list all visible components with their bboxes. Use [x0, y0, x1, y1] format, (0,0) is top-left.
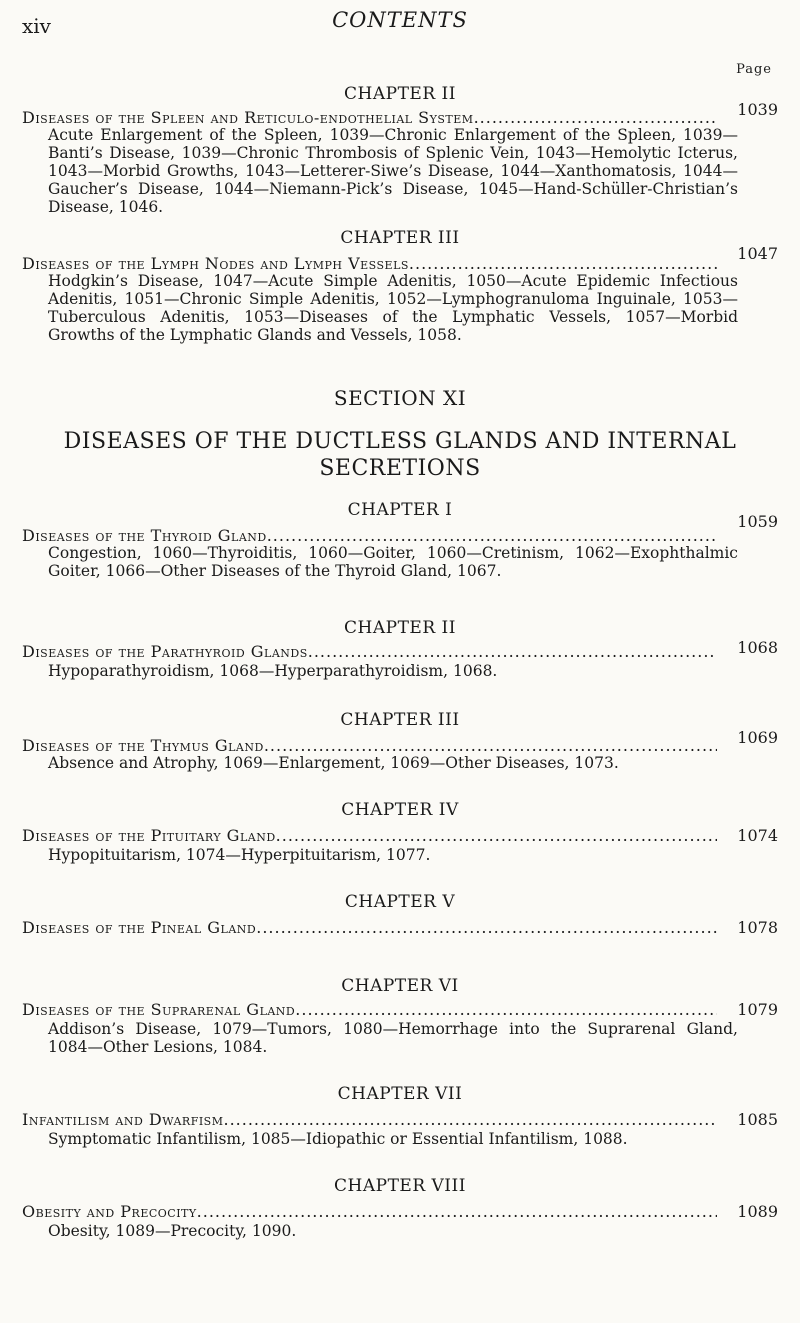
toc-entry-details: Addison’s Disease, 1079—Tumors, 1080—Hemorrhage into the Suprarenal Gland, 1084—Other Lesions, 1084.: [48, 1020, 738, 1056]
dot-leader: [197, 1202, 717, 1222]
dot-leader: [267, 526, 717, 546]
toc-entry-heading[interactable]: [22, 526, 717, 546]
chapter-title: CHAPTER II: [344, 84, 456, 104]
toc-entry-heading[interactable]: [22, 254, 717, 274]
chapter-title: CHAPTER IV: [341, 800, 459, 820]
dot-leader: [256, 918, 717, 938]
toc-entry-details: Hodgkin’s Disease, 1047—Acute Simple Adenitis, 1050—Acute Epidemic Infectious Adenitis, 1051—Chronic Simple Adenitis, 1052—Lymphogranuloma Inguinale, 1053—Tuberculous Adenitis, 1053—Diseases of the Lymphatic Vessels, 1057—Morbid Growths of the Lymphatic Glands and Vessels, 1058.: [48, 272, 738, 344]
toc-entry-details: Absence and Atrophy, 1069—Enlargement, 1069—Other Diseases, 1073.: [48, 754, 619, 772]
dot-leader: [474, 108, 717, 128]
toc-entry-heading[interactable]: [22, 642, 717, 662]
dot-leader: [264, 736, 717, 756]
entry-heading-text: Diseases of the Parathyroid Glands: [22, 642, 308, 661]
entry-heading-text: Obesity and Precocity: [22, 1202, 197, 1221]
chapter-title: CHAPTER VI: [341, 976, 459, 996]
toc-entry-details: Acute Enlargement of the Spleen, 1039—Chronic Enlargement of the Spleen, 1039—Banti’s Disease, 1039—Chronic Thrombosis of Splenic Vein, 1043—Hemolytic Icterus, 1043—Morbid Growths, 1043—Letterer-Siwe’s Disease, 1044—Xanthomatosis, 1044—Gaucher’s Disease, 1044—Niemann-Pick’s Disease, 1045—Hand-Schüller-Christian’s Disease, 1046.: [48, 126, 738, 216]
entry-heading-text: Diseases of the Suprarenal Gland: [22, 1000, 296, 1019]
toc-page-number[interactable]: 1085: [737, 1110, 778, 1129]
section-heading-line2: SECRETIONS: [319, 456, 481, 481]
toc-entry-details: Symptomatic Infantilism, 1085—Idiopathic or Essential Infantilism, 1088.: [48, 1130, 628, 1148]
toc-page-number[interactable]: 1069: [737, 728, 778, 747]
chapter-title: CHAPTER II: [344, 618, 456, 638]
dot-leader: [223, 1110, 717, 1130]
toc-entry-heading[interactable]: [22, 1110, 717, 1130]
entry-heading-text: Infantilism and Dwarfism: [22, 1110, 224, 1129]
toc-entry-details: Congestion, 1060—Thyroiditis, 1060—Goiter, 1060—Cretinism, 1062—Exophthalmic Goiter, 1066—Other Diseases of the Thyroid Gland, 1067.: [48, 544, 738, 580]
chapter-title: CHAPTER V: [344, 892, 456, 912]
chapter-title: CHAPTER III: [340, 710, 460, 730]
toc-entry-heading[interactable]: [22, 1202, 717, 1222]
toc-page-number[interactable]: 1089: [737, 1202, 778, 1221]
toc-page-number[interactable]: 1047: [737, 244, 778, 263]
entry-heading-text: Diseases of the Thyroid Gland: [22, 526, 267, 545]
toc-entry-heading[interactable]: [22, 736, 717, 756]
entry-heading-text: Diseases of the Pituitary Gland: [22, 826, 276, 845]
toc-page-number[interactable]: 1068: [737, 638, 778, 657]
toc-page-number[interactable]: 1059: [737, 512, 778, 531]
toc-entry-details: Obesity, 1089—Precocity, 1090.: [48, 1222, 297, 1240]
dot-leader: [295, 1000, 717, 1020]
toc-page-number[interactable]: 1039: [737, 100, 778, 119]
section-heading-line1: DISEASES OF THE DUCTLESS GLANDS AND INTERNAL: [63, 429, 737, 454]
toc-entry-heading[interactable]: [22, 826, 717, 846]
entry-heading-text: Diseases of the Pineal Gland: [22, 918, 257, 937]
toc-entry-details: Hypopituitarism, 1074—Hyperpituitarism, 1077.: [48, 846, 431, 864]
entry-heading-text: Diseases of the Spleen and Reticulo-endothelial System: [22, 108, 474, 127]
page-column-label: Page: [736, 62, 772, 77]
chapter-title: CHAPTER III: [340, 228, 460, 248]
toc-page-number[interactable]: 1078: [737, 918, 778, 937]
chapter-title: CHAPTER I: [347, 500, 453, 520]
toc-page-number[interactable]: 1079: [737, 1000, 778, 1019]
running-title: CONTENTS: [332, 8, 468, 32]
section-heading: [0, 428, 800, 482]
dot-leader: [276, 826, 717, 846]
page-number: xiv: [22, 14, 51, 38]
entry-heading-text: Diseases of the Lymph Nodes and Lymph Vessels: [22, 254, 409, 273]
dot-leader: [409, 254, 717, 274]
dot-leader: [308, 642, 717, 662]
chapter-title: CHAPTER VII: [337, 1084, 463, 1104]
toc-entry-details: Hypoparathyroidism, 1068—Hyperparathyroidism, 1068.: [48, 662, 498, 680]
toc-page-number[interactable]: 1074: [737, 826, 778, 845]
toc-entry-heading[interactable]: [22, 108, 717, 128]
toc-entry-heading[interactable]: [22, 1000, 717, 1020]
toc-entry-heading[interactable]: [22, 918, 717, 938]
entry-heading-text: Diseases of the Thymus Gland: [22, 736, 264, 755]
chapter-title: CHAPTER VIII: [334, 1176, 466, 1196]
section-label: SECTION XI: [333, 386, 467, 410]
